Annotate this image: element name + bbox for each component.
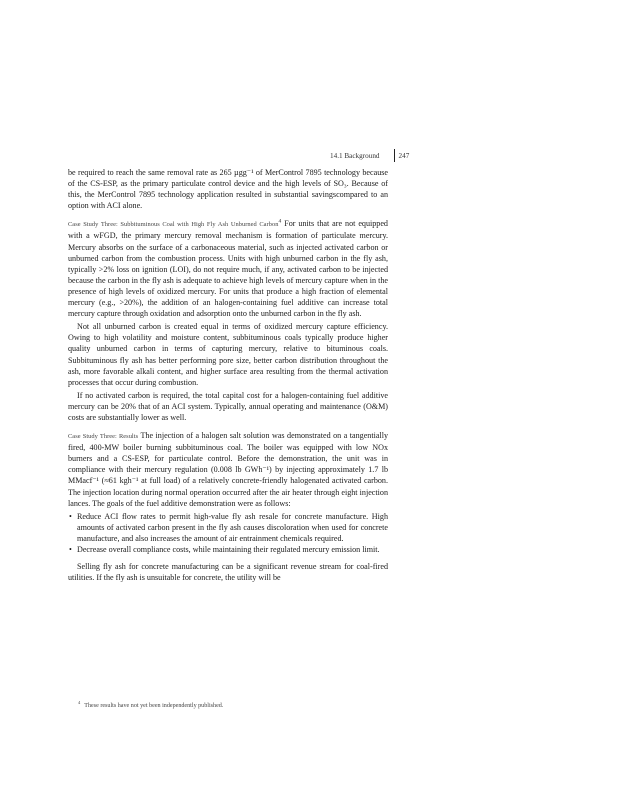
list-item: [68, 544, 388, 555]
running-header: [330, 149, 409, 162]
list-item-text: Reduce ACI flow rates to permit high-value fly ash resale for concrete manufacture. High amounts of activated carbon present in the fly ash causes discoloration when used for concrete manufacture, and also increases the amount of air entrainment chemicals required.: [77, 511, 388, 543]
page-number: 247: [398, 151, 410, 160]
bullet-icon: •: [69, 511, 72, 521]
footnote-marker: 4: [278, 218, 282, 225]
case-study-heading: Case Study Three: Subbituminous Coal with High Fly Ash Unburned Carbon: [68, 221, 279, 229]
paragraph-4: If no activated carbon is required, the total capital cost for a halogen-containing fuel additive mercury can be 20% that of an ACI system. Typically, annual operating and maintenance (O&M) costs are substantially lower as well.: [68, 390, 388, 422]
header-divider: [394, 149, 395, 162]
list-item: [68, 511, 388, 544]
paragraph-2: [68, 218, 388, 319]
paragraph-2-text: For units that are not equipped with a wFGD, the primary mercury removal mechanism is formation of particulate mercury. Mercury absorbs on the surface of a carbonaceous material, such as injected activated carbon or unburned carbon from the combustion process. Units with high unburned carbon in the fly ash, typically >2% loss on ignition (LOI), do not require much, if any, activated carbon to be injected because the carbon in the fly ash is adequate to achieve high levels of mercury capture when in the presence of high levels of oxidized mercury. For units that produce a high fraction of elemental mercury (e.g., >20%), the addition of an halogen-containing fuel additive can increase total mercury capture through oxidation and adsorption onto the unburned carbon in the fly ash.: [68, 219, 388, 319]
goals-list: [68, 511, 388, 555]
paragraph-3: Not all unburned carbon is created equal in terms of oxidized mercury capture efficiency. Owing to high volatility and moisture content, subbituminous coals typically produce higher quality unburned carbon in terms of capturing mercury, relative to bituminous coals. Subbituminous fly ash has better performing pore size, better carbon distribution throughout the ash, more favorable alkali content, and higher surface area resulting from the thermal activation processes that occur during combustion.: [68, 322, 388, 387]
list-item-text: Decrease overall compliance costs, while maintaining their regulated mercury emission limit.: [77, 545, 380, 554]
footnote-text: These results have not yet been independently published.: [84, 703, 224, 710]
case-study-results-heading: Case Study Three: Results: [68, 433, 139, 441]
bullet-icon: •: [69, 545, 72, 554]
page-body: [68, 167, 388, 585]
paragraph-1: be required to reach the same removal rate as 265 µgg⁻¹ of MerControl 7895 technology because of the CS-ESP, as the primary particulate control device and the high levels of SO₃. Because of this, the MerControl 7895 technology application resulted in substantial savingscompared to an option with ACI alone.: [68, 168, 388, 211]
paragraph-6: Selling fly ash for concrete manufacturing can be a significant revenue stream for coal-fired utilities. If the fly ash is unsuitable for concrete, the utility will be: [68, 562, 388, 583]
section-title: 14.1 Background: [330, 151, 380, 160]
paragraph-5-text: The injection of a halogen salt solution was demonstrated on a tangentially fired, 400-MW boiler burning subbituminous coal. The boiler was equipped with low NOx burners and a CS-ESP, for particulate control. Before the demonstration, the unit was in compliance with their mercury regulation (0.008 lb GWh⁻¹) by injecting approximately 1.7 lb MMacf⁻¹ (≈61 kgh⁻¹ at full load) of a relatively concrete-friendly halogenated activated carbon. The injection location during normal operation occurred after the air heater through eight injection lances. The goals of the fuel additive demonstration were as follows:: [68, 431, 388, 508]
paragraph-5: [68, 430, 388, 509]
footnote-mark: 4: [78, 700, 81, 705]
footnote: [78, 700, 224, 710]
